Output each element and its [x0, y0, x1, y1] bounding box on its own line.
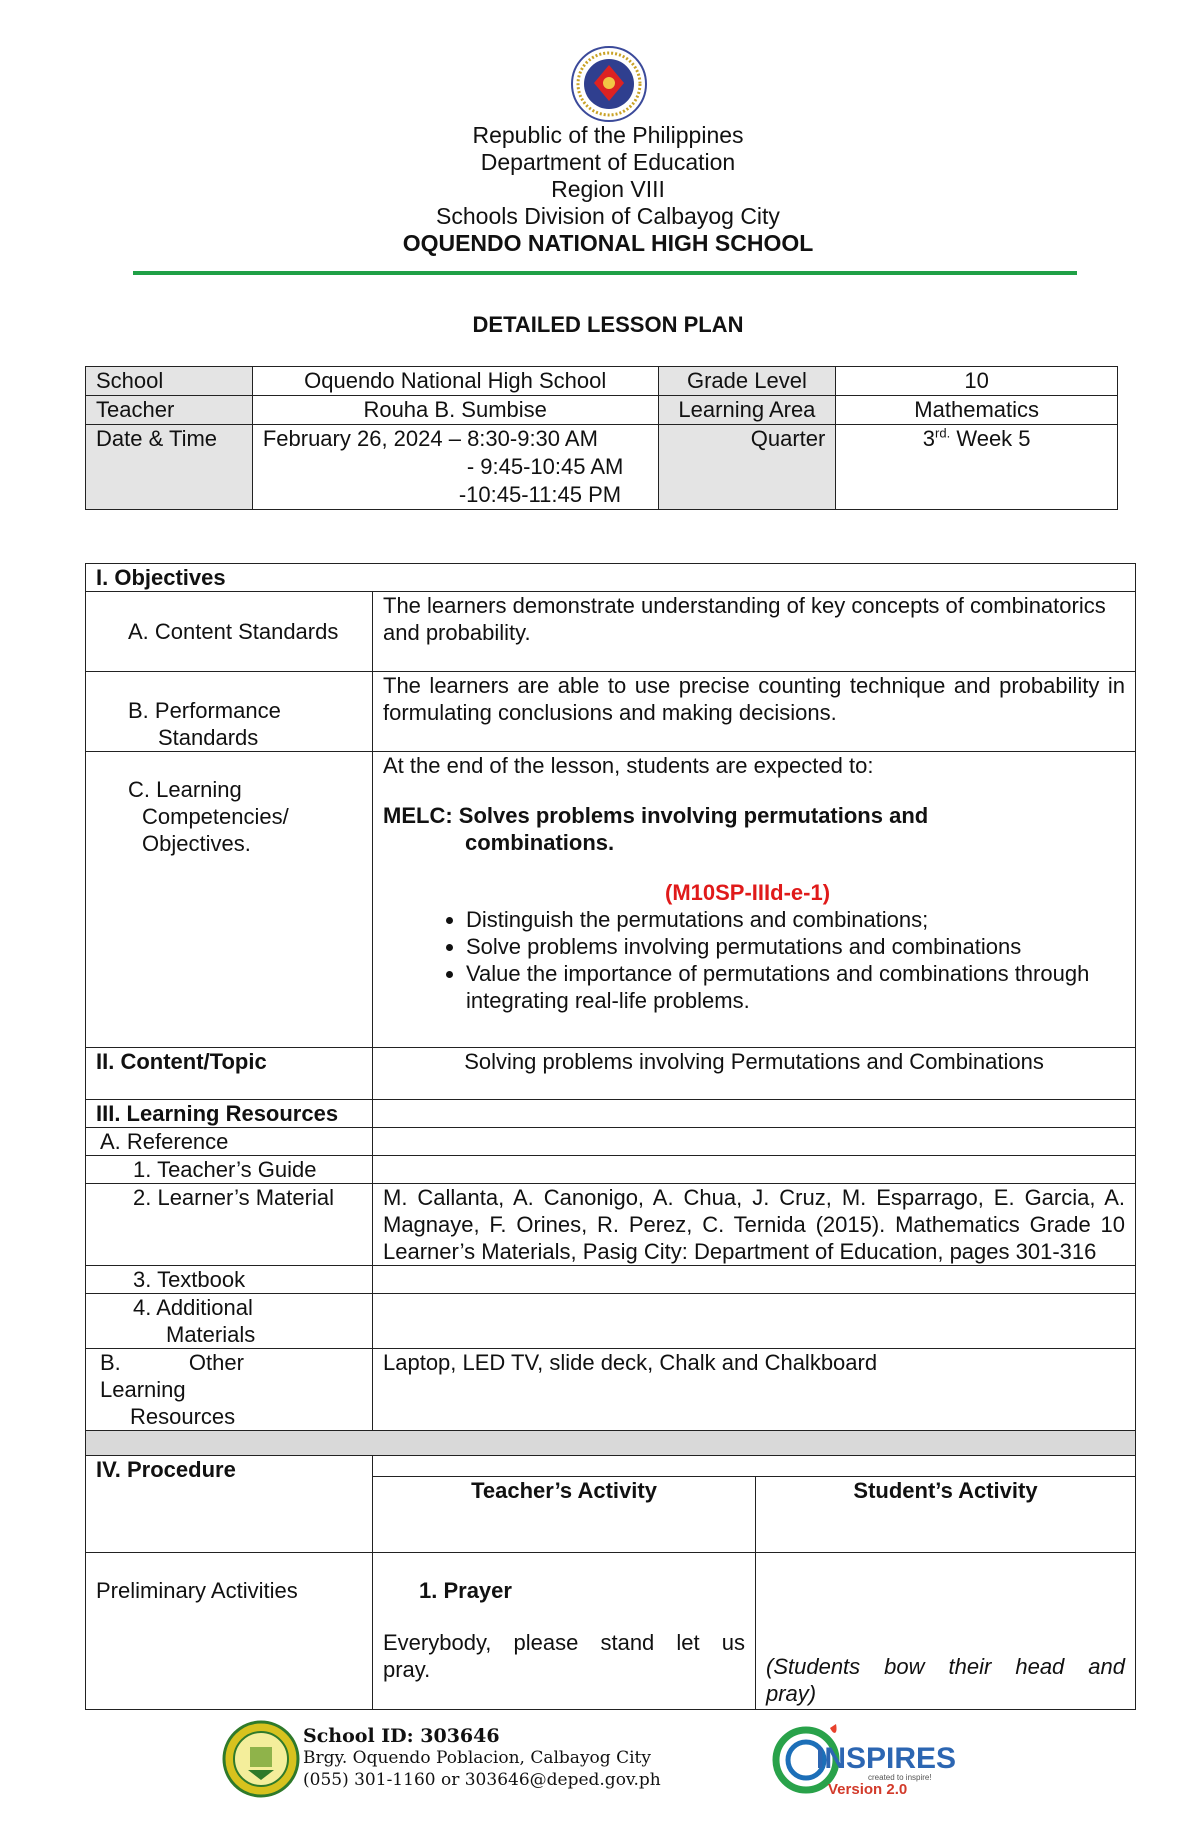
- competencies-label: [86, 752, 373, 1048]
- header-line: Republic of the Philippines: [472, 122, 744, 148]
- learning-area-value: Mathematics: [836, 396, 1118, 425]
- header-divider: [133, 271, 1077, 275]
- additional-materials-label: [86, 1294, 373, 1349]
- other-resources-value: Laptop, LED TV, slide deck, Chalk and Chalkboard: [373, 1349, 1136, 1431]
- logo-text: INSPIRES: [816, 1742, 957, 1775]
- additional-label-line: 4. Additional: [133, 1295, 253, 1320]
- melc-prefix: MELC:: [383, 803, 453, 828]
- school-contact: (055) 301-1160 or 303646@deped.gov.ph: [303, 1770, 661, 1790]
- objectives-intro: At the end of the lesson, students are expected to:: [383, 753, 874, 778]
- textbook-label: 3. Textbook: [86, 1266, 373, 1294]
- school-name: OQUENDO NATIONAL HIGH SCHOOL: [402, 230, 814, 256]
- inspires-logo: [768, 1718, 958, 1800]
- deped-seal-icon: [570, 45, 648, 123]
- content-standards-label: A. Content Standards: [86, 592, 373, 672]
- list-item: • Value the importance of permutations and combinations through integrating real-life problems.: [466, 960, 1125, 1014]
- quarter-number: 3: [922, 426, 936, 451]
- teacher-label: Teacher: [86, 396, 253, 425]
- date-line: - 9:45-10:45 AM: [466, 454, 624, 479]
- date-line: February 26, 2024 – 8:30-9:30 AM: [262, 426, 598, 451]
- header: [0, 122, 1200, 257]
- header-line: Department of Education: [480, 149, 736, 175]
- other-label-line: B. Other Learning: [100, 1350, 244, 1402]
- learners-material-value: M. Callanta, A. Canonigo, A. Chua, J. Cruz, M. Esparrago, E. Garcia, A. Magnaye, F. Orines, R. Perez, C. Ternida (2015). Mathematics Grade 10 Learner’s Materials, Pasig City: Department of Education, pages 301-316: [373, 1184, 1136, 1266]
- performance-standards-text: The learners are able to use precise counting technique and probability in formulating conclusions and making decisions.: [373, 672, 1136, 752]
- grade-label: Grade Level: [658, 367, 836, 396]
- teacher-instruction: Everybody, please stand let us pray.: [383, 1630, 745, 1682]
- teacher-value: Rouha B. Sumbise: [252, 396, 658, 425]
- grade-value: 10: [836, 367, 1118, 396]
- performance-label-line: Standards: [158, 724, 259, 750]
- list-item: • Distinguish the permutations and combinations;: [466, 906, 1125, 933]
- school-address: Brgy. Oquendo Poblacion, Calbayog City: [303, 1748, 651, 1768]
- additional-label-line: Materials: [166, 1322, 256, 1347]
- separator-row: [86, 1431, 1136, 1456]
- teachers-guide-label: 1. Teacher’s Guide: [86, 1156, 373, 1184]
- teacher-activity-cell: [373, 1553, 756, 1710]
- quarter-week: Week 5: [956, 426, 1031, 451]
- quarter-value: [836, 425, 1118, 510]
- content-topic-heading: II. Content/Topic: [86, 1048, 373, 1100]
- lesson-plan-table: [85, 563, 1136, 1710]
- info-table: [85, 366, 1118, 510]
- competency-label-line: Competencies/: [142, 804, 289, 829]
- list-item: • Solve problems involving permutations and combinations: [466, 933, 1125, 960]
- logo-tagline: created to inspire!: [868, 1773, 932, 1782]
- student-activity-cell: (Students bow their head and pray): [756, 1553, 1136, 1710]
- header-line: Region VIII: [551, 176, 665, 202]
- content-topic-value: Solving problems involving Permutations and Combinations: [373, 1048, 1136, 1100]
- learners-material-label: 2. Learner’s Material: [86, 1184, 373, 1266]
- logo-version: Version 2.0: [828, 1781, 908, 1798]
- competencies-text: [373, 752, 1136, 1048]
- school-seal-icon: [222, 1720, 300, 1798]
- teacher-activity-header: Teacher’s Activity: [373, 1477, 756, 1553]
- date-value: [252, 425, 658, 510]
- quarter-suffix: rd.: [935, 425, 951, 441]
- other-label-line: Resources: [130, 1404, 236, 1429]
- melc-line-2: combinations.: [465, 830, 615, 855]
- step-title: 1. Prayer: [419, 1578, 512, 1603]
- procedure-heading: IV. Procedure: [86, 1456, 373, 1553]
- preliminary-activities-label: Preliminary Activities: [86, 1553, 373, 1710]
- learning-area-label: Learning Area: [658, 396, 836, 425]
- reference-label: A. Reference: [86, 1128, 373, 1156]
- objectives-heading: I. Objectives: [86, 564, 1136, 592]
- school-label: School: [86, 367, 253, 396]
- competency-label-line: Objectives.: [142, 831, 251, 856]
- melc-code: (M10SP-IIId-e-1): [665, 880, 831, 905]
- school-id: School ID: 303646: [303, 1725, 500, 1747]
- quarter-label: Quarter: [658, 425, 836, 510]
- footer-contact: [303, 1725, 661, 1791]
- competency-label-line: C. Learning: [128, 777, 242, 802]
- document-title: DETAILED LESSON PLAN: [472, 312, 744, 337]
- date-line: -10:45-11:45 PM: [458, 482, 622, 507]
- student-activity-header: Student’s Activity: [756, 1477, 1136, 1553]
- melc-line: [383, 802, 1125, 829]
- performance-label-line: B. Performance: [128, 697, 281, 723]
- content-standards-text: The learners demonstrate understanding of key concepts of combinatorics and probability.: [373, 592, 1136, 672]
- date-label: Date & Time: [86, 425, 253, 510]
- objectives-list: [383, 906, 1125, 1014]
- header-line: Schools Division of Calbayog City: [436, 203, 780, 229]
- other-resources-label: [86, 1349, 373, 1431]
- performance-standards-label: [86, 672, 373, 752]
- learning-resources-heading: III. Learning Resources: [86, 1100, 373, 1128]
- school-value: Oquendo National High School: [252, 367, 658, 396]
- melc-text: Solves problems involving permutations and: [458, 803, 929, 828]
